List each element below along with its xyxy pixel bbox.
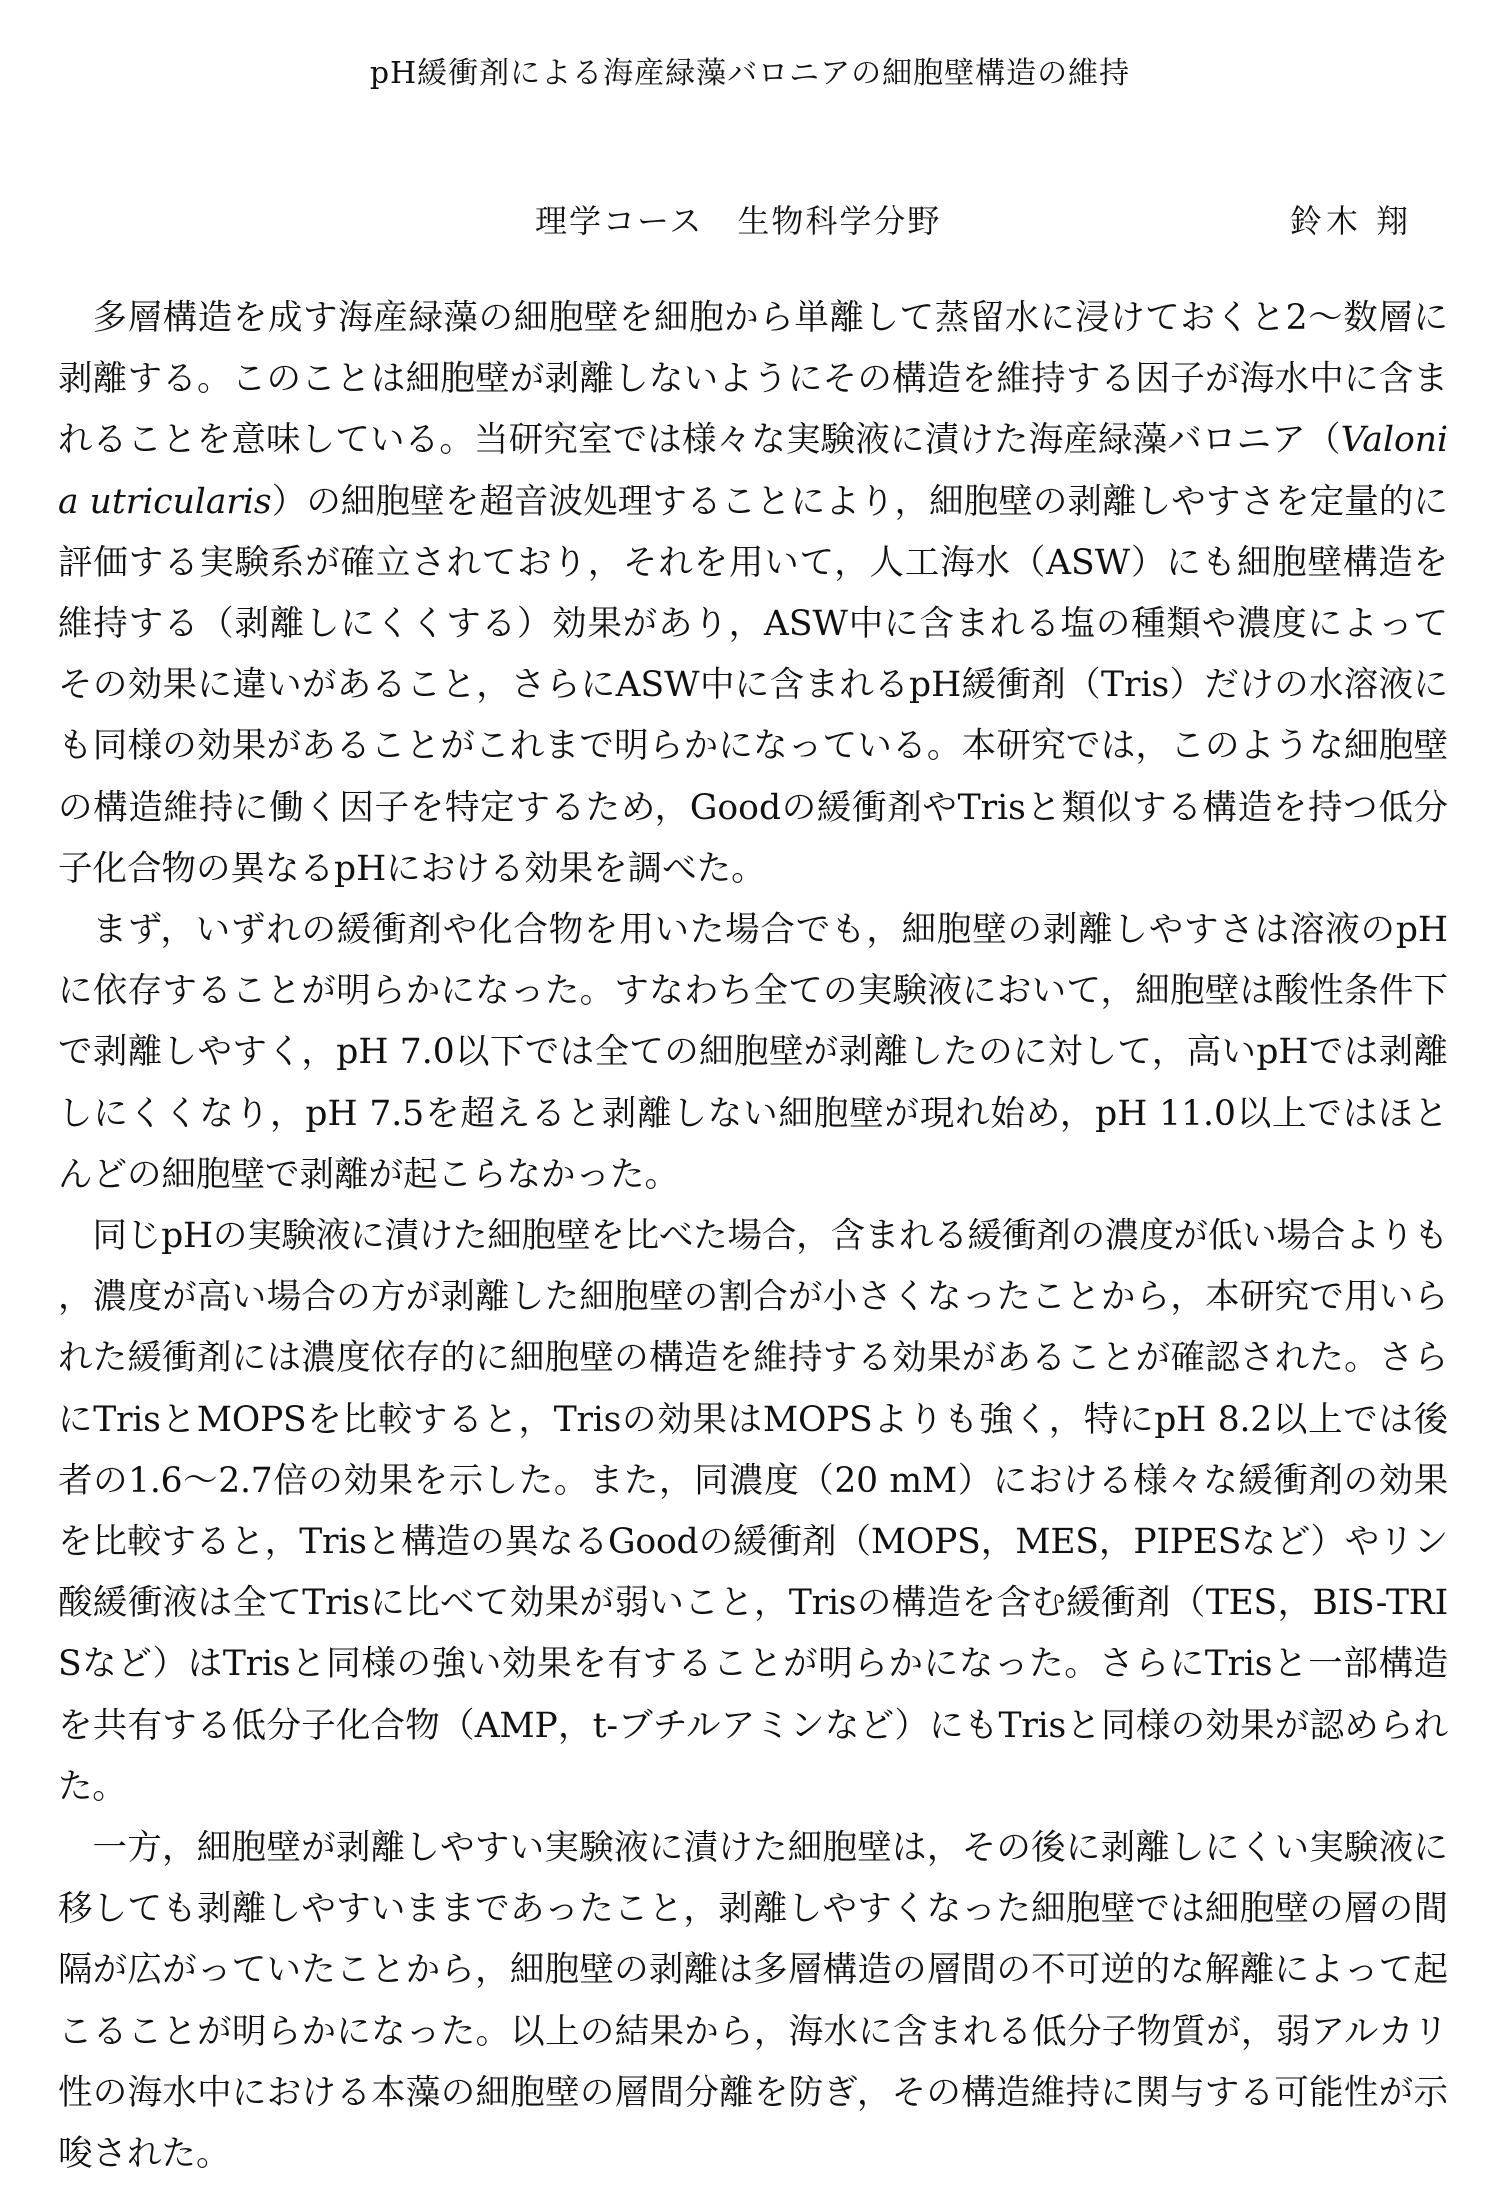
paragraph-2: まず，いずれの緩衝剤や化合物を用いた場合でも，細胞壁の剥離しやすさは溶液のpHに依存することが明らかになった。すなわち全ての実験液において，細胞壁は酸性条件下で剥離しやすく，pH 7.0以下では全ての細胞壁が剥離したのに対して，高いpHでは剥離しにくくなり，pH 7.5を超えると剥離しない細胞壁が現れ始め，pH 11.0以上ではほとんどの細胞壁で剥離が起こらなかった。 [58, 910, 1448, 1195]
document-body [58, 288, 1448, 2185]
paragraph-4: 一方，細胞壁が剥離しやすい実験液に漬けた細胞壁は，その後に剥離しにくい実験液に移しても剥離しやすいままであったこと，剥離しやすくなった細胞壁では細胞壁の層の間隔が広がっていたことから，細胞壁の剥離は多層構造の層間の不可逆的な解離によって起こることが明らかになった。以上の結果から，海水に含まれる低分子物質が，弱アルカリ性の海水中における本藻の細胞壁の層間分離を防ぎ，その構造維持に関与する可能性が示唆された。 [58, 1828, 1448, 2175]
document-title: pH緩衝剤による海産緑藻バロニアの細胞壁構造の維持 [369, 56, 1131, 91]
paragraph-1-text-pre: 多層構造を成す海産緑藻の細胞壁を細胞から単離して蒸留水に浸けておくと2～数層に剥離する。このことは細胞壁が剥離しないようにその構造を維持する因子が海水中に含まれることを意味している。当研究室では様々な実験液に漬けた海産緑藻バロニア（ [58, 298, 1448, 461]
paragraph-1-text-post: ）の細胞壁を超音波処理することにより，細胞壁の剥離しやすさを定量的に評価する実験系が確立されており，それを用いて，人工海水（ASW）にも細胞壁構造を維持する（剥離しにくくする）効果があり，ASW中に含まれる塩の種類や濃度によってその効果に違いがあること，さらにASW中に含まれるpH緩衝剤（Tris）だけの水溶液にも同様の効果があることがこれまで明らかになっている。本研究では，このような細胞壁の構造維持に働く因子を特定するため，Goodの緩衝剤やTrisと類似する構造を持つ低分子化合物の異なるpHにおける効果を調べた。 [58, 481, 1448, 889]
species-name: Valonia utricularis [58, 420, 1448, 522]
paragraph-1 [58, 288, 1448, 900]
author-name: 鈴木 翔 [1290, 202, 1413, 240]
author-affiliation: 理学コース 生物科学分野 [535, 202, 942, 240]
paragraph-3: 同じpHの実験液に漬けた細胞壁を比べた場合，含まれる緩衝剤の濃度が低い場合よりも，濃度が高い場合の方が剥離した細胞壁の割合が小さくなったことから，本研究で用いられた緩衝剤には濃度依存的に細胞壁の構造を維持する効果があることが確認された。さらにTrisとMOPSを比較すると，Trisの効果はMOPSよりも強く，特にpH 8.2以上では後者の1.6～2.7倍の効果を示した。また，同濃度（20 mM）における様々な緩衝剤の効果を比較すると，Trisと構造の異なるGoodの緩衝剤（MOPS，MES，PIPESなど）やリン酸緩衝液は全てTrisに比べて効果が弱いこと，Trisの構造を含む緩衝剤（TES，BIS-TRISなど）はTrisと同様の強い効果を有することが明らかになった。さらにTrisと一部構造を共有する低分子化合物（AMP，t-ブチルアミンなど）にもTrisと同様の効果が認められた。 [58, 1216, 1448, 1807]
